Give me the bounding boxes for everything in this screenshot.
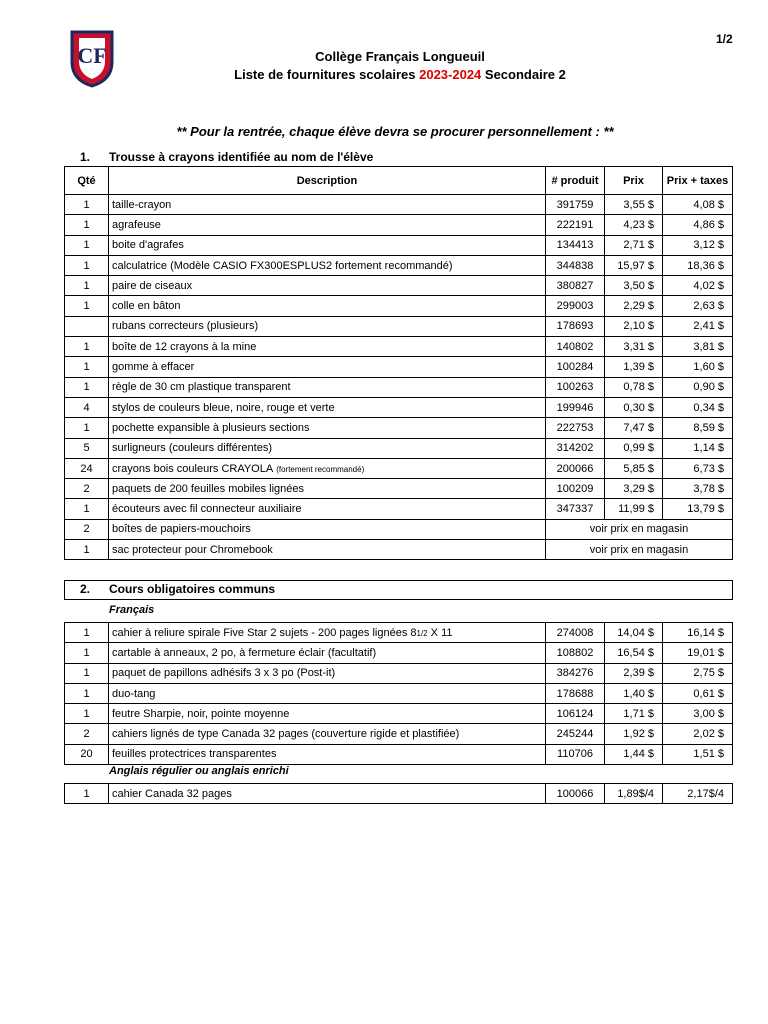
product-code-cell: 274008 [546,623,605,643]
table-row [65,235,733,255]
qty-cell: 1 [65,623,109,643]
description-cell [109,724,546,744]
table-row [65,458,733,478]
price-cell: 1,71 $ [605,704,663,724]
description-cell [109,458,546,478]
product-code-cell: 391759 [546,195,605,215]
price-taxes-cell: 2,02 $ [663,724,733,744]
item-description: stylos de couleurs bleue, noire, rouge et verte [112,401,335,414]
item-description: écouteurs avec fil connecteur auxiliaire [112,503,302,516]
table-row [65,255,733,275]
school-year: 2023-2024 [419,67,482,82]
product-code-cell: 110706 [546,744,605,764]
price-cell: 0,99 $ [605,438,663,458]
price-taxes-cell: 2,63 $ [663,296,733,316]
table-row [65,316,733,336]
table-row [65,784,733,804]
qty-cell: 2 [65,724,109,744]
price-taxes-cell: 2,17$/4 [663,784,733,804]
qty-cell: 2 [65,479,109,499]
item-description: feuilles protectrices transparentes [112,748,277,761]
notice-text: ** Pour la rentrée, chaque élève devra se procurer personnellement : ** [176,124,614,139]
price-cell: 5,85 $ [605,458,663,478]
qty-cell: 1 [65,663,109,683]
item-description: taille-crayon [112,198,172,211]
qty-cell: 1 [65,296,109,316]
table-row [65,215,733,235]
item-description: colle en bâton [112,300,181,313]
price-taxes-cell: 1,60 $ [663,357,733,377]
section2-title: Cours obligatoires communs [109,582,276,596]
list-title [160,66,640,84]
description-cell [109,438,546,458]
product-code-cell: 178693 [546,316,605,336]
qty-cell: 1 [65,418,109,438]
price-taxes-cell: 18,36 $ [663,255,733,275]
item-description: paquet de papillons adhésifs 3 x 3 po (Post-it) [112,667,336,680]
description-cell [109,683,546,703]
product-code-cell: 222191 [546,215,605,235]
col-header-qty: Qté [65,167,109,195]
qty-cell: 1 [65,215,109,235]
product-code-cell: 100209 [546,479,605,499]
price-cell: 1,40 $ [605,683,663,703]
item-description: boîte de 12 crayons à la mine [112,340,257,353]
col-header-description: Description [109,167,546,195]
qty-cell: 20 [65,744,109,764]
qty-cell: 1 [65,540,109,560]
section2-number: 2. [80,582,91,596]
product-code-cell: 347337 [546,499,605,519]
item-description: paquets de 200 feuilles mobiles lignées [112,482,305,495]
item-description: gomme à effacer [112,361,195,374]
grade-level: Secondaire 2 [484,67,566,82]
table-row [65,195,733,215]
price-cell: 14,04 $ [605,623,663,643]
price-taxes-cell: 2,75 $ [663,663,733,683]
table-row [65,540,733,560]
qty-cell: 1 [65,784,109,804]
description-cell: sac protecteur pour Chromebook [109,540,546,560]
price-cell: 7,47 $ [605,418,663,438]
item-description: cahiers lignés de type Canada 32 pages (couverture rigide et plastifiée) [112,728,460,741]
product-code-cell: 108802 [546,643,605,663]
product-code-cell: 380827 [546,276,605,296]
product-code-cell: 314202 [546,438,605,458]
item-description: agrafeuse [112,218,161,231]
price-taxes-cell: 4,08 $ [663,195,733,215]
subsection-anglais-label: Anglais régulier ou anglais enrichi [109,765,289,777]
table-row [65,643,733,663]
page-number: 1/2 [716,32,733,46]
list-prefix: Liste de fournitures scolaires [234,67,416,82]
price-cell: 16,54 $ [605,643,663,663]
price-taxes-cell: 3,00 $ [663,704,733,724]
product-code-cell: 100263 [546,377,605,397]
table-row [65,683,733,703]
table-row [65,499,733,519]
product-code-cell: 140802 [546,337,605,357]
qty-cell: 4 [65,397,109,417]
document-header [160,48,640,84]
table-row [65,623,733,643]
price-taxes-cell: 8,59 $ [663,418,733,438]
product-code-cell: 222753 [546,418,605,438]
description-cell [109,397,546,417]
description-cell [109,623,546,643]
item-note: (fortement recommandé) [276,464,365,474]
description-cell [109,296,546,316]
supplies-table-anglais [64,783,733,804]
col-header-price: Prix [605,167,663,195]
description-cell [109,418,546,438]
price-taxes-cell: 1,14 $ [663,438,733,458]
price-cell: 15,97 $ [605,255,663,275]
price-cell: 1,39 $ [605,357,663,377]
product-code-cell: 134413 [546,235,605,255]
table-row [65,296,733,316]
item-description: pochette expansible à plusieurs sections [112,421,310,434]
qty-cell: 1 [65,255,109,275]
table-row [65,418,733,438]
item-description: paire de ciseaux [112,279,193,292]
price-cell: 0,78 $ [605,377,663,397]
price-taxes-cell: 0,34 $ [663,397,733,417]
price-cell: 1,92 $ [605,724,663,744]
qty-cell: 2 [65,519,109,539]
table-header-row [65,167,733,195]
price-taxes-cell: 3,12 $ [663,235,733,255]
description-cell [109,276,546,296]
description-cell [109,195,546,215]
description-cell [109,643,546,663]
description-cell: cahier Canada 32 pages [109,784,546,804]
table-row [65,724,733,744]
price-cell: 3,50 $ [605,276,663,296]
qty-cell: 1 [65,377,109,397]
description-cell [109,479,546,499]
price-cell: 0,30 $ [605,397,663,417]
price-cell: 3,29 $ [605,479,663,499]
item-description: calculatrice (Modèle CASIO FX300ESPLUS2 fortement recommandé) [112,259,453,272]
table-row [65,438,733,458]
product-code-cell: 100066 [546,784,605,804]
table-row [65,357,733,377]
qty-cell: 24 [65,458,109,478]
price-cell: 3,31 $ [605,337,663,357]
table-row [65,663,733,683]
item-description: cartable à anneaux, 2 po, à fermeture éclair (facultatif) [112,646,377,659]
description-cell: boîtes de papiers-mouchoirs [109,519,546,539]
subsection-francais-label: Français [109,604,155,616]
item-description: boite d'agrafes [112,239,184,252]
school-crest-logo [70,30,114,88]
qty-cell: 1 [65,357,109,377]
table-row [65,704,733,724]
table-row [65,377,733,397]
description-cell [109,337,546,357]
price-taxes-cell: 0,90 $ [663,377,733,397]
item-description: rubans correcteurs (plusieurs) [112,320,259,333]
qty-cell: 5 [65,438,109,458]
description-cell [109,704,546,724]
price-cell: 1,89$/4 [605,784,663,804]
qty-cell [65,316,109,336]
product-code-cell: 200066 [546,458,605,478]
table-row [65,479,733,499]
price-taxes-cell: 4,02 $ [663,276,733,296]
qty-cell: 1 [65,499,109,519]
price-taxes-cell: 3,81 $ [663,337,733,357]
price-taxes-cell: 4,86 $ [663,215,733,235]
price-taxes-cell: 6,73 $ [663,458,733,478]
svg-text:CF: CF [77,43,107,68]
product-code-cell: 199946 [546,397,605,417]
item-description: feutre Sharpie, noir, pointe moyenne [112,707,290,720]
table-row [65,337,733,357]
qty-cell: 1 [65,235,109,255]
description-cell [109,215,546,235]
price-taxes-cell: 19,01 $ [663,643,733,663]
qty-cell: 1 [65,683,109,703]
item-description: règle de 30 cm plastique transparent [112,381,291,394]
product-code-cell: 299003 [546,296,605,316]
table-row [65,276,733,296]
price-cell: 2,39 $ [605,663,663,683]
description-cell [109,499,546,519]
product-code-cell: 344838 [546,255,605,275]
product-code-cell: 106124 [546,704,605,724]
description-cell [109,316,546,336]
product-code-cell: 384276 [546,663,605,683]
price-cell: 4,23 $ [605,215,663,235]
item-description-end: X 11 [427,626,453,639]
store-price-cell: voir prix en magasin [546,540,733,560]
price-cell: 2,71 $ [605,235,663,255]
price-cell: 3,55 $ [605,195,663,215]
qty-cell: 1 [65,276,109,296]
supplies-table-section1 [64,166,733,560]
price-cell: 11,99 $ [605,499,663,519]
section1-number: 1. [80,150,91,164]
col-header-price-taxes: Prix + taxes [663,167,733,195]
price-cell: 1,44 $ [605,744,663,764]
description-cell [109,235,546,255]
supplies-table-francais [64,622,733,765]
school-name: Collège Français Longueuil [315,49,485,64]
description-cell [109,255,546,275]
price-taxes-cell: 2,41 $ [663,316,733,336]
item-description: duo-tang [112,687,156,700]
description-cell [109,744,546,764]
store-price-cell: voir prix en magasin [546,519,733,539]
product-code-cell: 100284 [546,357,605,377]
item-description: cahier à reliure spirale Five Star 2 sujets - 200 pages lignées 8 [112,626,417,639]
description-cell [109,663,546,683]
qty-cell: 1 [65,337,109,357]
description-cell [109,357,546,377]
item-fraction: 1/2 [416,628,428,638]
table-row [65,519,733,539]
price-cell: 2,10 $ [605,316,663,336]
price-taxes-cell: 0,61 $ [663,683,733,703]
table-row [65,744,733,764]
price-taxes-cell: 1,51 $ [663,744,733,764]
description-cell [109,377,546,397]
product-code-cell: 178688 [546,683,605,703]
col-header-product-code: # produit [546,167,605,195]
qty-cell: 1 [65,195,109,215]
qty-cell: 1 [65,643,109,663]
table-row [65,397,733,417]
item-description: crayons bois couleurs CRAYOLA [112,462,274,475]
price-cell: 2,29 $ [605,296,663,316]
product-code-cell: 245244 [546,724,605,744]
qty-cell: 1 [65,704,109,724]
section1-title: Trousse à crayons identifiée au nom de l'élève [109,150,374,164]
item-description: surligneurs (couleurs différentes) [112,442,272,455]
price-taxes-cell: 13,79 $ [663,499,733,519]
price-taxes-cell: 16,14 $ [663,623,733,643]
price-taxes-cell: 3,78 $ [663,479,733,499]
